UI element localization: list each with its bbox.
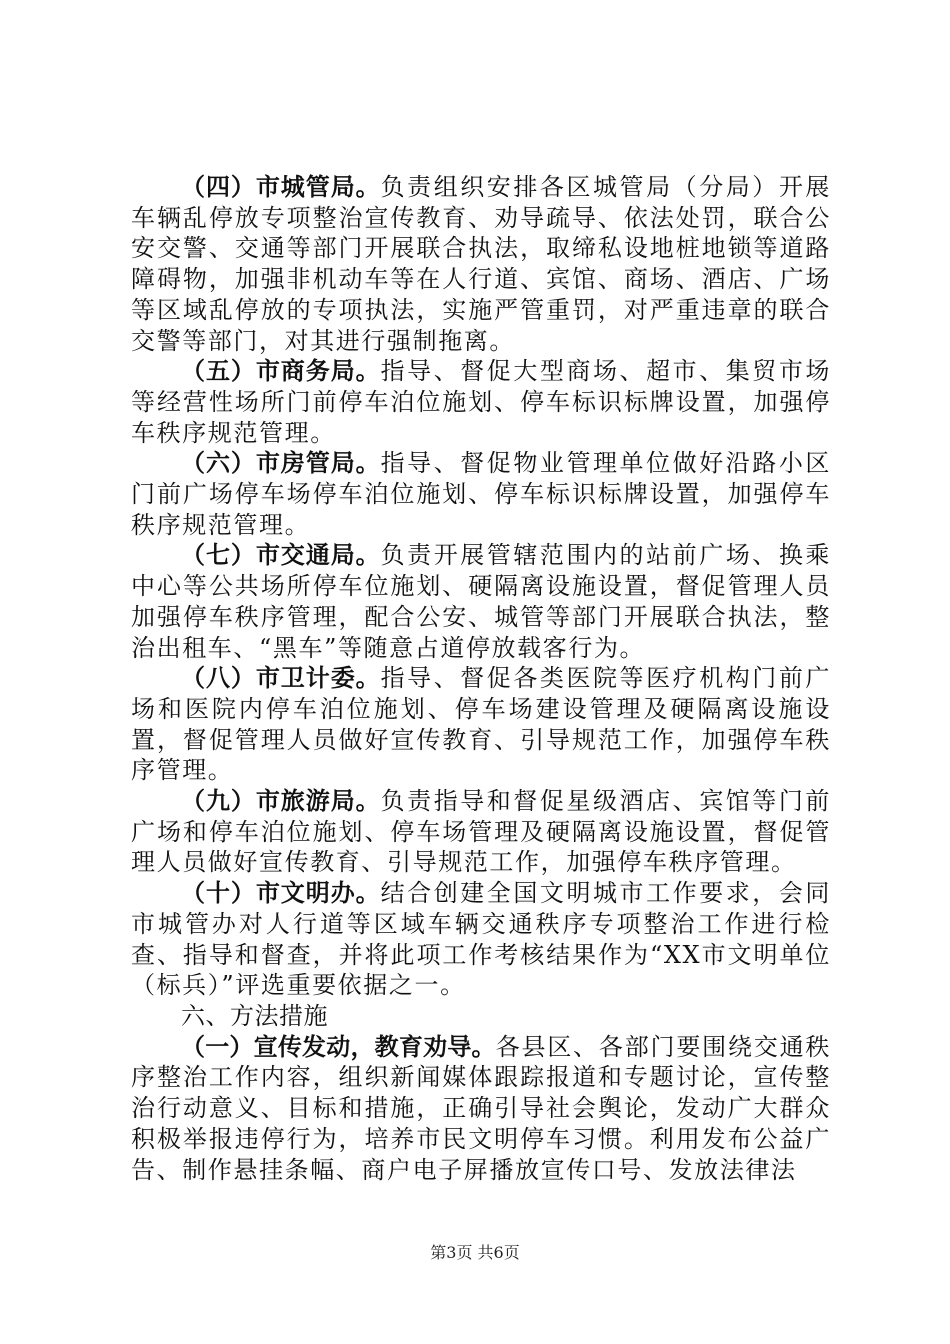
paragraph-heading: （八）市卫计委。 bbox=[181, 664, 381, 693]
paragraph-heading: （七）市交通局。 bbox=[181, 541, 381, 570]
paragraph-heading: （九）市旅游局。 bbox=[181, 787, 381, 816]
paragraph-text: 负责开展管辖范围内的站前广场、换乘中心等公共场所停车位施划、硬隔离设施设置，督促管理人员加强停车秩序管理，配合公安、城管等部门开展联合执法，整治出租车、“黑车”等随意占道停放载客行为。 bbox=[131, 541, 832, 662]
paragraph-text: 负责组织安排各区城管局（分局）开展车辆乱停放专项整治宣传教育、劝导疏导、依法处罚，联合公安交警、交通等部门开展联合执法，取缔私设地桩地锁等道路障碍物，加强非机动车等在人行道、宾馆、商场、酒店、广场等区域乱停放的专项执法，实施严管重罚，对严重违章的联合交警等部门，对其进行强制拖离。 bbox=[131, 173, 832, 355]
paragraph-city-management bbox=[131, 172, 831, 356]
page-number-label: 第3页 共6页 bbox=[430, 1243, 520, 1262]
paragraph-tourism bbox=[131, 786, 831, 878]
paragraph-text: 指导、督促大型商场、超市、集贸市场等经营性场所门前停车泊位施划、停车标识标牌设置，加强停车秩序规范管理。 bbox=[131, 357, 832, 447]
paragraph-commerce bbox=[131, 356, 831, 448]
paragraph-text: 负责指导和督促星级酒店、宾馆等门前广场和停车泊位施划、停车场管理及硬隔离设施设置，督促管理人员做好宣传教育、引导规范工作，加强停车秩序管理。 bbox=[131, 787, 832, 877]
paragraph-transport bbox=[131, 540, 831, 663]
paragraph-heading: （六）市房管局。 bbox=[181, 449, 381, 478]
page-footer bbox=[0, 1240, 950, 1263]
paragraph-publicity bbox=[131, 1032, 831, 1186]
paragraph-heading: （一）宣传发动，教育劝导。 bbox=[181, 1032, 496, 1061]
document-body bbox=[131, 172, 831, 1185]
section-title: 六、方法措施 bbox=[181, 1001, 328, 1030]
paragraph-heading: （十）市文明办。 bbox=[181, 879, 381, 908]
paragraph-text: 指导、督促各类医院等医疗机构门前广场和医院内停车泊位施划、停车场建设管理及硬隔离设施设置，督促管理人员做好宣传教育、引导规范工作，加强停车秩序管理。 bbox=[131, 664, 832, 785]
paragraph-text: 各县区、各部门要围绕交通秩序整治工作内容，组织新闻媒体跟踪报道和专题讨论，宣传整治行动意义、目标和措施，正确引导社会舆论，发动广大群众积极举报违停行为，培养市民文明停车习惯。利用发布公益广告、制作悬挂条幅、商户电子屏播放宣传口号、发放法律法 bbox=[131, 1032, 831, 1184]
paragraph-text: 结合创建全国文明城市工作要求，会同市城管办对人行道等区域车辆交通秩序专项整治工作进行检查、指导和督查，并将此项工作考核结果作为“XX市文明单位（标兵）”评选重要依据之一。 bbox=[131, 879, 832, 1000]
paragraph-housing bbox=[131, 448, 831, 540]
paragraph-text: 指导、督促物业管理单位做好沿路小区门前广场停车场停车泊位施划、停车标识标牌设置，加强停车秩序规范管理。 bbox=[131, 449, 832, 539]
paragraph-heading: （四）市城管局。 bbox=[181, 173, 381, 201]
paragraph-heading: （五）市商务局。 bbox=[181, 357, 381, 386]
paragraph-civilization-office bbox=[131, 878, 831, 1001]
paragraph-health bbox=[131, 663, 831, 786]
